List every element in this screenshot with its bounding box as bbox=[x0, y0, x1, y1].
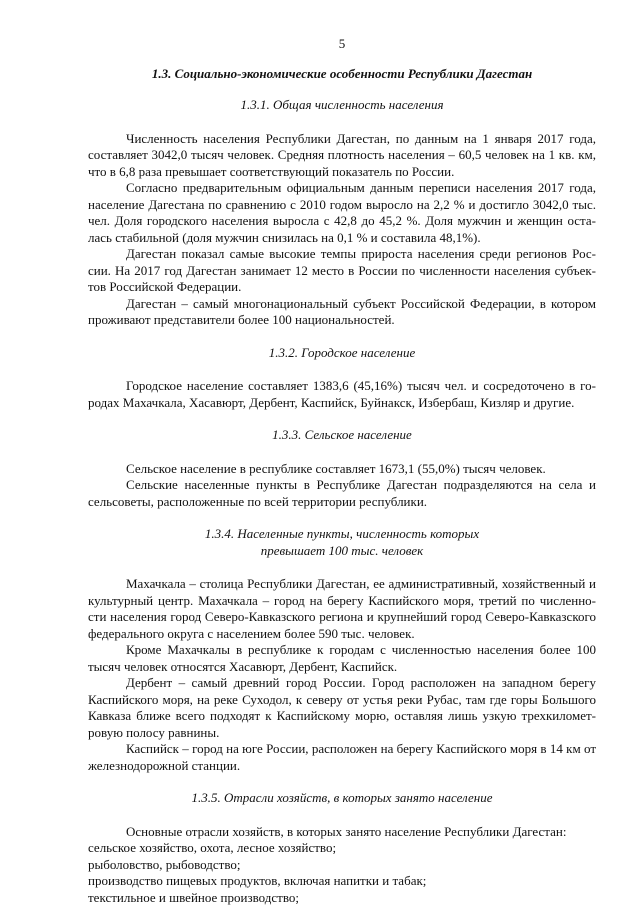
section-title: 1.3. Социально-экономические особенности Республики Дагестан bbox=[88, 66, 596, 83]
paragraph: Каспийск – город на юге России, расположен на берегу Каспийского моря в 14 км от железнодорожной станции. bbox=[88, 741, 596, 774]
heading-line: превышает 100 тыс. человек bbox=[88, 543, 596, 560]
paragraph: Кроме Махачкалы в республике к городам с численностью населения более 100 тысяч человек относятся Хасавюрт, Дербент, Каспийск. bbox=[88, 642, 596, 675]
subsection-heading-5: 1.3.5. Отрасли хозяйств, в которых занято население bbox=[88, 790, 596, 807]
paragraph: Махачкала – столица Республики Дагестан, ее административный, хозяйственный и культурный центр. Махачкала – город на берегу Каспийского моря, третий по численно-сти населения город Северо-Кавказского региона и крупнейший город Северо-Кавказского федерального округа с населением более 590 тыс. человек. bbox=[88, 576, 596, 642]
paragraph: Согласно предварительным официальным данным переписи населения 2017 года, население Дагестана по сравнению с 2010 годом выросло на 2,2 % и достигло 3042,0 тыс. чел. Доля городского населения выросла с 42,8 до 45,2 %. Доля мужчин и женщин оста-лась стабильной (доля мужчин снизилась на 0,1 % и составила 48,1%). bbox=[88, 180, 596, 246]
paragraph: Дагестан – самый многонациональный субъект Российской Федерации, в котором проживают представители более 100 национальностей. bbox=[88, 296, 596, 329]
paragraph: Дербент – самый древний город России. Город расположен на западном берегу Каспийского моря, на реке Суходол, к северу от устья реки Рубас, там где горы Большого Кавказа ближе всего подходят к Каспийскому морю, оставляя лишь узкую трехкиломет-ровую полосу равнины. bbox=[88, 675, 596, 741]
heading-line: 1.3.4. Населенные пункты, численность которых bbox=[88, 526, 596, 543]
subsection-heading-2: 1.3.2. Городское население bbox=[88, 345, 596, 362]
paragraph: Дагестан показал самые высокие темпы прироста населения среди регионов Рос-сии. На 2017 год Дагестан занимает 12 место в России по численности населения субъек-тов Российской Федерации. bbox=[88, 246, 596, 296]
list-item: текстильное и швейное производство; bbox=[88, 890, 596, 906]
list-item: производство пищевых продуктов, включая напитки и табак; bbox=[88, 873, 596, 890]
subsection-heading-1: 1.3.1. Общая численность населения bbox=[88, 97, 596, 114]
document-page bbox=[88, 36, 596, 906]
list-item: рыболовство, рыбоводство; bbox=[88, 857, 596, 874]
subsection-heading-3: 1.3.3. Сельское население bbox=[88, 427, 596, 444]
list-item: сельское хозяйство, охота, лесное хозяйство; bbox=[88, 840, 596, 857]
paragraph: Городское население составляет 1383,6 (45,16%) тысяч чел. и сосредоточено в го-родах Махачкала, Хасавюрт, Дербент, Каспийск, Буйнакск, Избербаш, Кизляр и другие. bbox=[88, 378, 596, 411]
industries-list bbox=[88, 824, 596, 906]
paragraph: Сельские населенные пункты в Республике Дагестан подразделяются на села и сельсоветы, расположенные по всей территории республики. bbox=[88, 477, 596, 510]
list-lead: Основные отрасли хозяйств, в которых занято население Республики Дагестан: bbox=[88, 824, 596, 841]
subsection-heading-4 bbox=[88, 526, 596, 559]
page-number: 5 bbox=[88, 36, 596, 53]
paragraph: Сельское население в республике составляет 1673,1 (55,0%) тысяч человек. bbox=[88, 461, 596, 478]
paragraph: Численность населения Республики Дагестан, по данным на 1 января 2017 года, составляет 3042,0 тысяч человек. Средняя плотность населения – 60,5 человек на 1 кв. км, что в 6,8 раза превышает соответствующий показатель по России. bbox=[88, 131, 596, 181]
